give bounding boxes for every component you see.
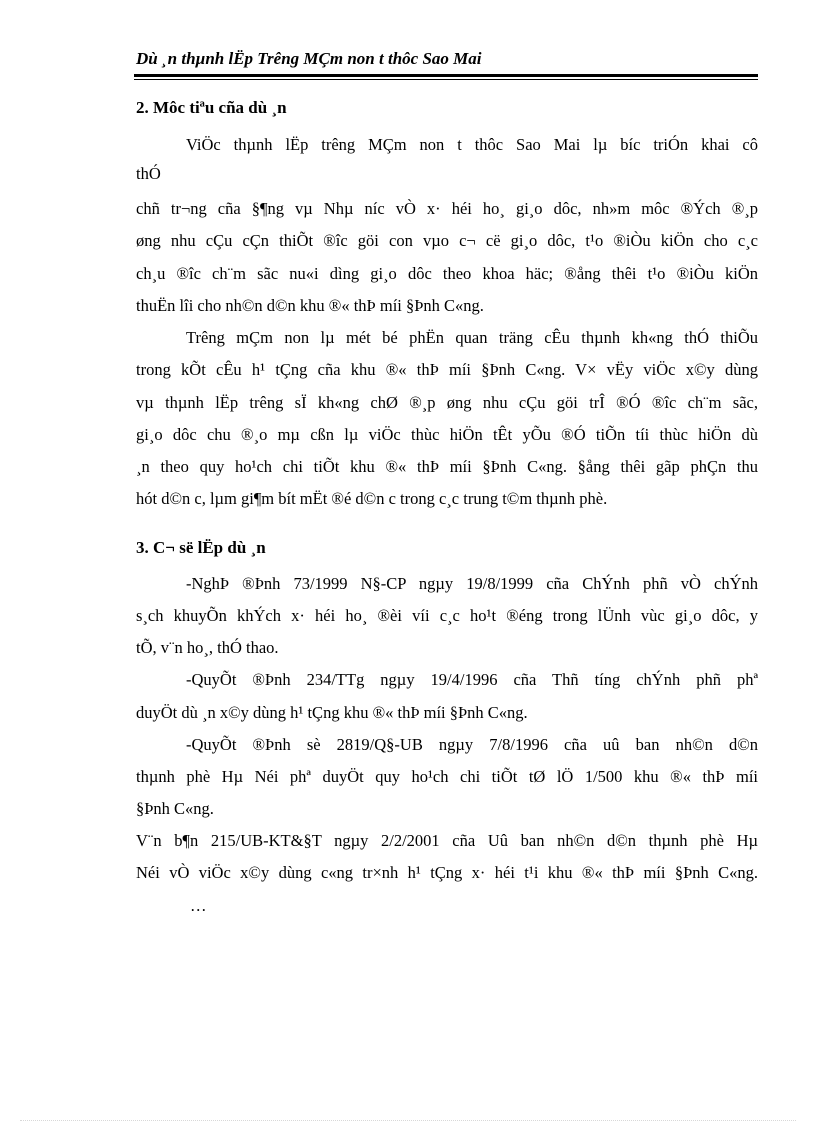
- paragraph-line: gi¸o dôc chu ®¸o mµ cßn lµ viÖc thùc hiÖn tÊt yÕu ®Ó tiÕn tíi thùc hiÖn dù: [136, 425, 758, 444]
- paragraph-line: §Þnh C«ng.: [136, 799, 214, 818]
- paragraph-line: vµ thµnh lËp trêng sÏ kh«ng chØ ®¸p øng nhu cÇu göi trÎ ®Ó ®îc ch¨m sãc,: [136, 393, 758, 412]
- ellipsis: …: [190, 896, 207, 915]
- section-3-heading: 3. C¬ së lËp dù ¸n: [136, 538, 266, 557]
- paragraph-line: V¨n b¶n 215/UB-KT&§T ngµy 2/2/2001 cña Uû ban nh©n d©n thµnh phè Hµ: [136, 831, 758, 850]
- paragraph-line: duyÖt dù ¸n x©y dùng h¹ tÇng khu ®« thÞ míi §Þnh C«ng.: [136, 703, 528, 722]
- header-rule-thick: [134, 74, 758, 77]
- paragraph-line: thÓ: [136, 164, 161, 183]
- paragraph-line: -NghÞ ®Þnh 73/1999 N§-CP ngµy 19/8/1999 cña ChÝnh phñ vÒ chÝnh: [186, 574, 758, 593]
- paragraph-line: s¸ch khuyÕn khÝch x· héi ho¸ ®èi víi c¸c ho¹t ®éng trong lÜnh vùc gi¸o dôc, y: [136, 606, 758, 625]
- paragraph-line: ¸n theo quy ho¹ch chi tiÕt khu ®« thÞ míi §Þnh C«ng. §ång thêi gãp phÇn thu: [136, 457, 758, 476]
- paragraph-line: -QuyÕt ®Þnh 234/TTg ngµy 19/4/1996 cña Thñ tíng chÝnh phñ phª: [186, 670, 758, 689]
- paragraph-line: chñ tr¬ng cña §¶ng vµ Nhµ níc vÒ x· héi ho¸ gi¸o dôc, nh»m môc ®Ých ®¸p: [136, 199, 758, 218]
- header-rule-thin: [134, 79, 758, 80]
- section-2-heading: 2. Môc tiªu cña dù ¸n: [136, 98, 287, 117]
- paragraph-line: tÕ, v¨n ho¸, thÓ thao.: [136, 638, 279, 657]
- paragraph-line: Trêng mÇm non lµ mét bé phËn quan träng cÊu thµnh kh«ng thÓ thiÕu: [186, 328, 758, 347]
- paragraph-line: hót d©n c, lµm gi¶m bít mËt ®é d©n c trong c¸c trung t©m thµnh phè.: [136, 489, 608, 508]
- paragraph-line: øng nhu cÇu cÇn thiÕt ®îc göi con vµo c¬ cë gi¸o dôc, t¹o ®iÒu kiÖn cho c¸c: [136, 231, 758, 250]
- paragraph-line: Néi vÒ viÖc x©y dùng c«ng tr×nh h¹ tÇng x· héi t¹i khu ®« thÞ míi §Þnh C«ng.: [136, 863, 758, 882]
- paragraph-line: -QuyÕt ®Þnh sè 2819/Q§-UB ngµy 7/8/1996 cña uû ban nh©n d©n: [186, 735, 758, 754]
- paragraph-line: ViÖc thµnh lËp trêng MÇm non t thôc Sao Mai lµ bíc triÓn khai cô: [186, 135, 758, 154]
- paragraph-line: thuËn lîi cho nh©n d©n khu ®« thÞ míi §Þnh C«ng.: [136, 296, 484, 315]
- paragraph-line: ch¸u ®îc ch¨m sãc nu«i dìng gi¸o dôc theo khoa häc; ®ång thêi t¹o ®iÒu kiÖn: [136, 264, 758, 283]
- paragraph-line: trong kÕt cÊu h¹ tÇng cña khu ®« thÞ míi §Þnh C«ng. V× vËy viÖc x©y dùng: [136, 360, 758, 379]
- page-bottom-dotted-border: [20, 1120, 796, 1121]
- running-header-title: Dù ¸n thµnh lËp Trêng MÇm non t thôc Sao Mai: [136, 49, 482, 68]
- paragraph-line: thµnh phè Hµ Néi phª duyÖt quy ho¹ch chi tiÕt tØ lÖ 1/500 khu ®« thÞ míi: [136, 767, 758, 786]
